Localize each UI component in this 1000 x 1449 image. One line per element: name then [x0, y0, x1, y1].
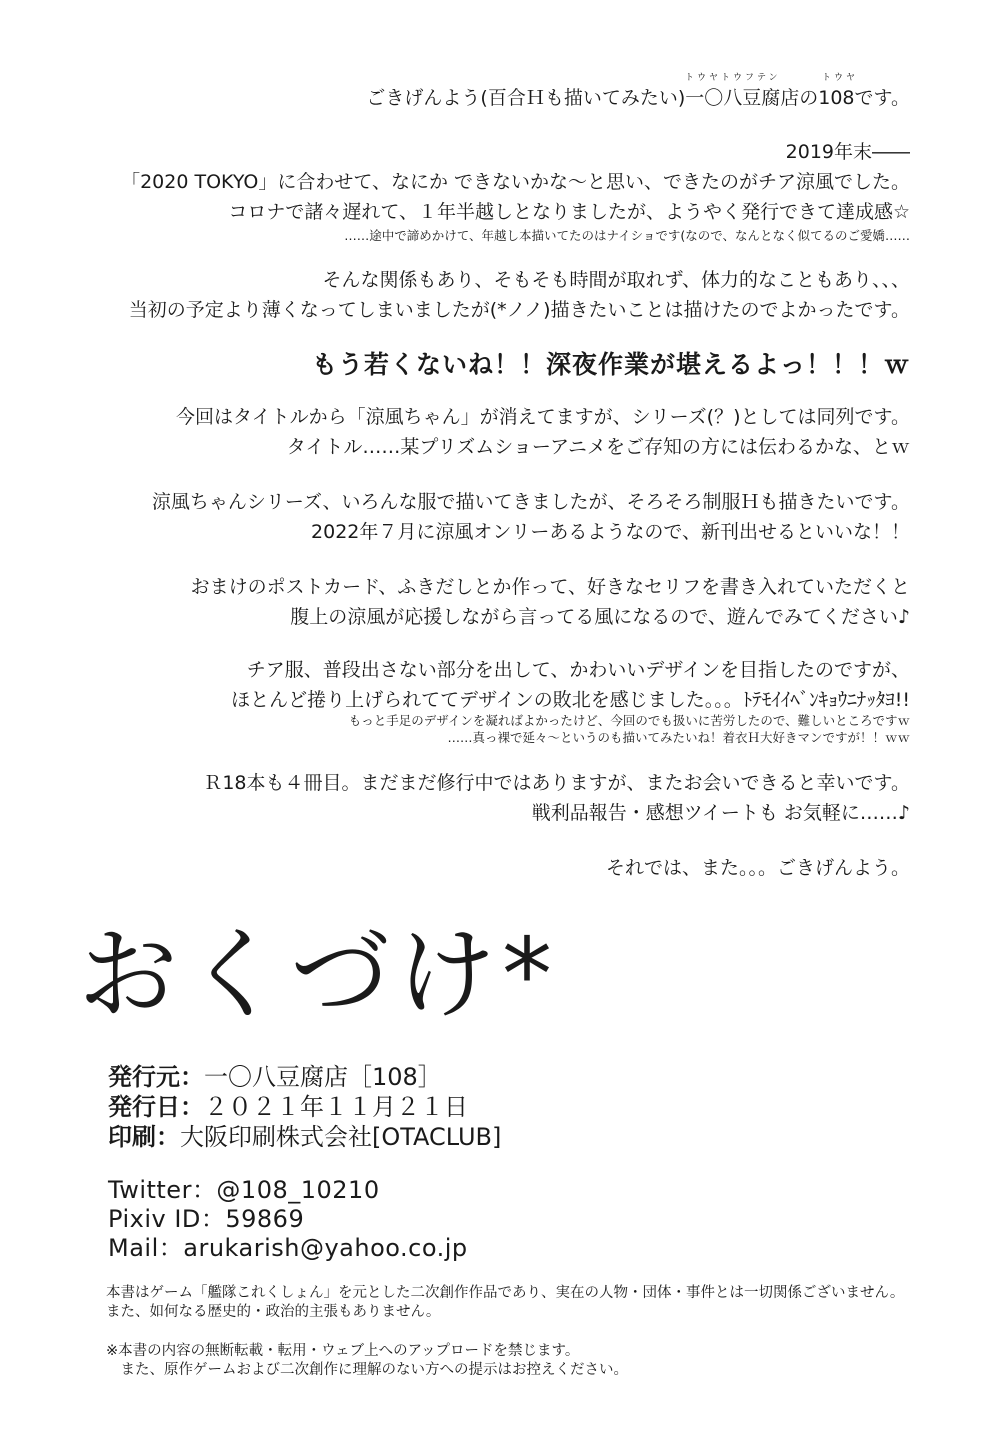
date-label: 発行日：: [108, 1093, 204, 1121]
paragraph-line: タイトル……某プリズムショーアニメをご存知の方には伝わるかな、とｗ: [286, 436, 910, 458]
date-row: [108, 1092, 468, 1122]
printer-row: [108, 1122, 501, 1152]
paragraph-line: 今回はタイトルから「涼風ちゃん」が消えてますが、シリーズ(？)としては同列です。: [176, 406, 910, 428]
paragraph-line: 2022年７月に涼風オンリーあるようなので、新刊出せるといいな！！: [311, 521, 910, 543]
paragraph-line: 腹上の涼風が応援しながら言ってる風になるので、遊んでみてください♪: [290, 606, 910, 628]
small-note: ……途中で諦めかけて、年越し本描いてたのはナイショです(なので、なんとなく似てるのご愛嬌……: [344, 228, 910, 243]
paragraph-line: 涼風ちゃんシリーズ、いろんな服で描いてきましたが、そろそろ制服Ｈも描きたいです。: [151, 491, 910, 513]
shout-line: もう若くないね！！深夜作業が堪えるよっ！！！ｗ: [311, 350, 910, 379]
ruby-shop-reading: トウヤトウフテン: [685, 73, 781, 83]
small-note: ……真っ裸で延々〜というのも描いてみたいね！着衣Ｈ大好きマンですが！！ｗｗ: [447, 730, 910, 745]
paragraph-line: 戦利品報告・感想ツイートも お気軽に……♪: [531, 802, 910, 824]
closing-line: それでは、また。。。ごきげんよう。: [605, 857, 910, 879]
publisher-value: 一〇八豆腐店［108］: [204, 1063, 442, 1091]
copyright-notice-line: また、原作ゲームおよび二次創作に理解のない方への提示はお控えください。: [106, 1362, 628, 1378]
greeting-line: ごきげんよう(百合Ｈも描いてみたい)一〇八豆腐店の108です。: [366, 87, 910, 109]
colophon-title: おくづけ*: [78, 916, 558, 1033]
disclaimer-line: 本書はゲーム「艦隊これくしょん」を元とした二次創作作品であり、実在の人物・団体・事件とは一切関係ございません。: [106, 1285, 905, 1301]
paragraph-line: 当初の予定より薄くなってしまいましたが(*ノノ)描きたいことは描けたのでよかったです。: [128, 299, 910, 321]
twitter-contact: Twitter：@108_10210: [108, 1176, 380, 1204]
paragraph-line: そんな関係もあり、そもそも時間が取れず、体力的なこともあり、、、: [322, 269, 910, 291]
small-note: もっと手足のデザインを凝ればよかったけど、今回のでも扱いに苦労したので、難しいところですｗ: [348, 713, 910, 728]
printer-label: 印刷：: [108, 1123, 180, 1151]
disclaimer-line: また、如何なる歴史的・政治的主張もありません。: [106, 1304, 441, 1320]
copyright-notice-line: ※本書の内容の無断転載・転用・ウェブ上へのアップロードを禁じます。: [106, 1343, 580, 1359]
pixiv-contact: Pixiv ID：59869: [108, 1205, 305, 1233]
paragraph-line: ほとんど捲り上げられててデザインの敗北を感じました。。。ﾄﾃﾓｲｲﾍﾞﾝｷｮｳﾆﾅｯﾀﾖ!!: [231, 689, 910, 711]
paragraph-line: チア服、普段出さない部分を出して、かわいいデザインを目指したのですが、: [246, 659, 910, 681]
mail-contact: Mail：arukarish@yahoo.co.jp: [108, 1234, 468, 1262]
date-value: ２０２１年１１月２１日: [204, 1093, 468, 1121]
paragraph-line: おまけのポストカード、ふきだしとか作って、好きなセリフを書き入れていただくと: [190, 576, 910, 598]
paragraph-line: 「2020 TOKYO」に合わせて、なにか できないかな〜と思い、できたのがチア涼風でした。: [121, 171, 910, 193]
printer-value: 大阪印刷株式会社[OTACLUB]: [180, 1123, 502, 1151]
paragraph-line: コロナで諸々遅れて、１年半越しとなりましたが、ようやく発行できて達成感☆: [228, 201, 910, 223]
publisher-label: 発行元：: [108, 1063, 204, 1091]
paragraph-line: Ｒ18本も４冊目。まだまだ修行中ではありますが、またお会いできると幸いです。: [203, 772, 910, 794]
ruby-108-reading: トウヤ: [822, 73, 859, 83]
publisher-row: [108, 1062, 442, 1092]
paragraph-line: 2019年末――: [785, 141, 910, 163]
